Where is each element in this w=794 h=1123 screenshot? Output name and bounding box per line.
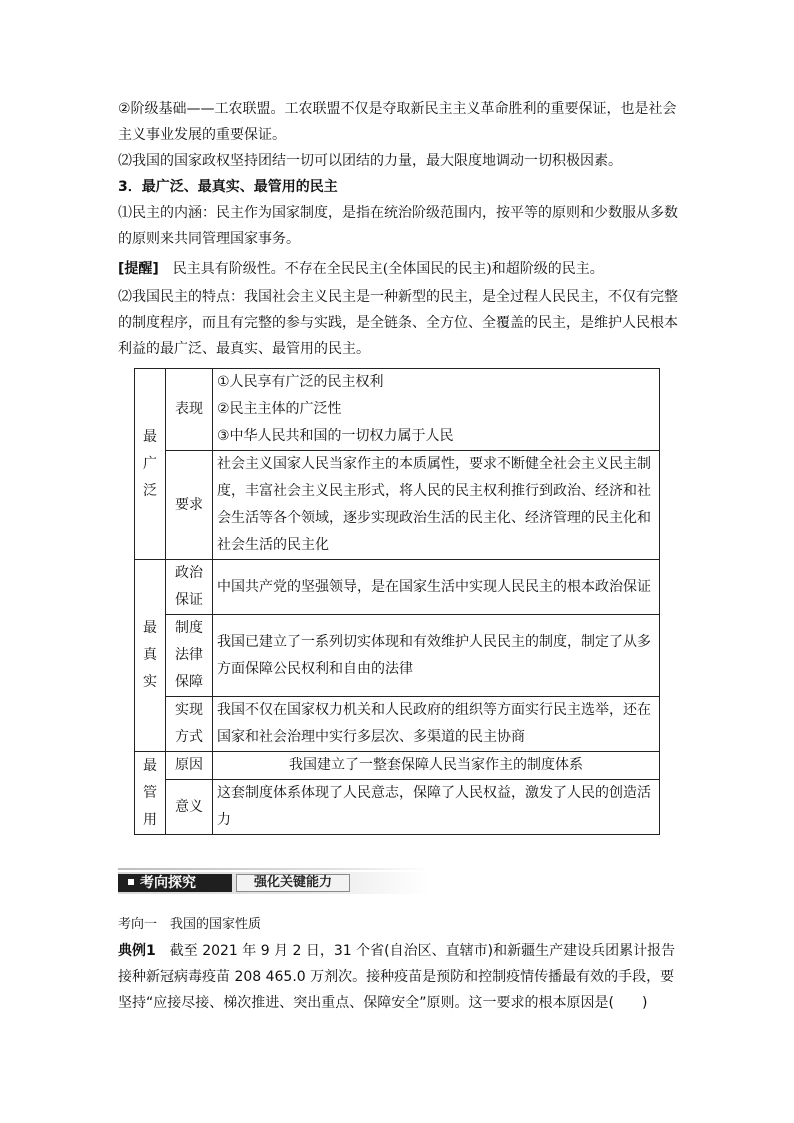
row-content: 我国不仅在国家权力机关和人民政府的组织等方面实行民主选举，还在国家和社会治理中实行多层次、多渠道的民主协商 bbox=[213, 697, 660, 752]
row-content bbox=[213, 369, 660, 451]
democracy-table bbox=[134, 368, 660, 835]
label-line: 保证 bbox=[175, 592, 203, 608]
paragraph-class-basis: ②阶级基础——工农联盟。工农联盟不仅是夺取新民主主义革命胜利的重要保证，也是社会主义事业发展的重要保证。 bbox=[118, 101, 677, 143]
paragraph-democracy-meaning: ⑴民主的内涵：民主作为国家制度，是指在统治阶级范围内，按平等的原则和少数服从多数的原则来共同管理国家事务。 bbox=[118, 205, 678, 247]
row-content: 这套制度体系体现了人民意志，保障了人民权益，激发了人民的创造活力 bbox=[213, 780, 660, 835]
row-content: 社会主义国家人民当家作主的本质属性，要求不断健全社会主义民主制度，丰富社会主义民主形式，将人民的民主权利推行到政治、经济和社会生活等各个领域，逐步实现政治生活的民主化、经济管理的民主化和社会生活的民主化 bbox=[213, 451, 660, 560]
group-char: 真 bbox=[143, 647, 157, 663]
example-label: 典例1 bbox=[118, 943, 156, 959]
banner-dark-text: 考向探究 bbox=[140, 875, 196, 891]
banner-light-label: 强化关键能力 bbox=[236, 874, 350, 892]
label-line: 实现 bbox=[175, 702, 203, 718]
example-paragraph bbox=[118, 938, 678, 1016]
table-row bbox=[135, 752, 660, 780]
table-row bbox=[135, 560, 660, 615]
group-char: 管 bbox=[143, 784, 157, 801]
table-row bbox=[135, 780, 660, 835]
content-line: ③中华人民共和国的一切权力属于人民 bbox=[217, 428, 454, 444]
group-char: 最 bbox=[143, 757, 157, 774]
section-banner bbox=[118, 862, 430, 896]
table-row bbox=[135, 697, 660, 752]
tip-note bbox=[118, 256, 678, 282]
row-content: 我国建立了一整套保障人民当家作主的制度体系 bbox=[213, 752, 660, 780]
row-label: 原因 bbox=[166, 752, 213, 780]
section-heading: 考向一 我国的国家性质 bbox=[118, 917, 262, 932]
group-char: 用 bbox=[143, 811, 157, 828]
row-label: 意义 bbox=[166, 780, 213, 835]
content-line: ②民主主体的广泛性 bbox=[217, 401, 342, 417]
paragraph-democracy-features: ⑵我国民主的特点：我国社会主义民主是一种新型的民主，是全过程人民民主，不仅有完整的制度程序，而且有完整的参与实践，是全链条、全方位、全覆盖的民主，是维护人民根本利益的最广泛、最真实、最管用的民主。 bbox=[118, 289, 678, 357]
table-row bbox=[135, 615, 660, 697]
group-truest-cell bbox=[135, 560, 166, 752]
table-row bbox=[135, 451, 660, 560]
group-char: 泛 bbox=[143, 482, 157, 499]
paragraph-unity: ⑵我国的国家政权坚持团结一切可以团结的力量，最大限度地调动一切积极因素。 bbox=[118, 153, 622, 169]
group-char: 实 bbox=[143, 674, 157, 690]
group-char: 最 bbox=[143, 620, 157, 636]
label-line: 政治 bbox=[175, 565, 203, 581]
content-line: ①人民享有广泛的民主权利 bbox=[217, 374, 384, 390]
square-icon bbox=[128, 879, 134, 885]
group-char: 广 bbox=[143, 455, 157, 472]
row-label bbox=[166, 560, 213, 615]
row-label: 表现 bbox=[166, 369, 213, 451]
example-text: 截至 2021 年 9 月 2 日，31 个省(自治区、直辖市)和新疆生产建设兵团累计报告接种新冠病毒疫苗 208 465.0 万剂次。接种疫苗是预防和控制疫情传播最有效的手段，要坚持“应接尽接、梯次推进、突出重点、保障安全”原则。这一要求的根本原因是( ) bbox=[118, 943, 676, 1011]
row-label bbox=[166, 615, 213, 697]
group-char: 最 bbox=[143, 428, 157, 445]
label-line: 制度 bbox=[175, 620, 203, 636]
row-label bbox=[166, 697, 213, 752]
table-row bbox=[135, 369, 660, 451]
group-widest-cell bbox=[135, 369, 166, 560]
tip-text: 民主具有阶级性。不存在全民民主(全体国民的民主)和超阶级的民主。 bbox=[158, 261, 604, 277]
row-label: 要求 bbox=[166, 451, 213, 560]
tip-label: [提醒] bbox=[118, 261, 159, 277]
group-useful-cell bbox=[135, 752, 166, 835]
heading-democracy: 3．最广泛、最真实、最管用的民主 bbox=[118, 179, 338, 195]
label-line: 方式 bbox=[175, 729, 203, 745]
label-line: 保障 bbox=[175, 674, 203, 690]
banner-dark-label bbox=[118, 874, 232, 892]
banner-line bbox=[118, 868, 430, 870]
row-content: 我国已建立了一系列切实体现和有效维护人民民主的制度，制定了从多方面保障公民权利和自由的法律 bbox=[213, 615, 660, 697]
label-line: 法律 bbox=[175, 647, 203, 663]
row-content: 中国共产党的坚强领导，是在国家生活中实现人民民主的根本政治保证 bbox=[213, 560, 660, 615]
